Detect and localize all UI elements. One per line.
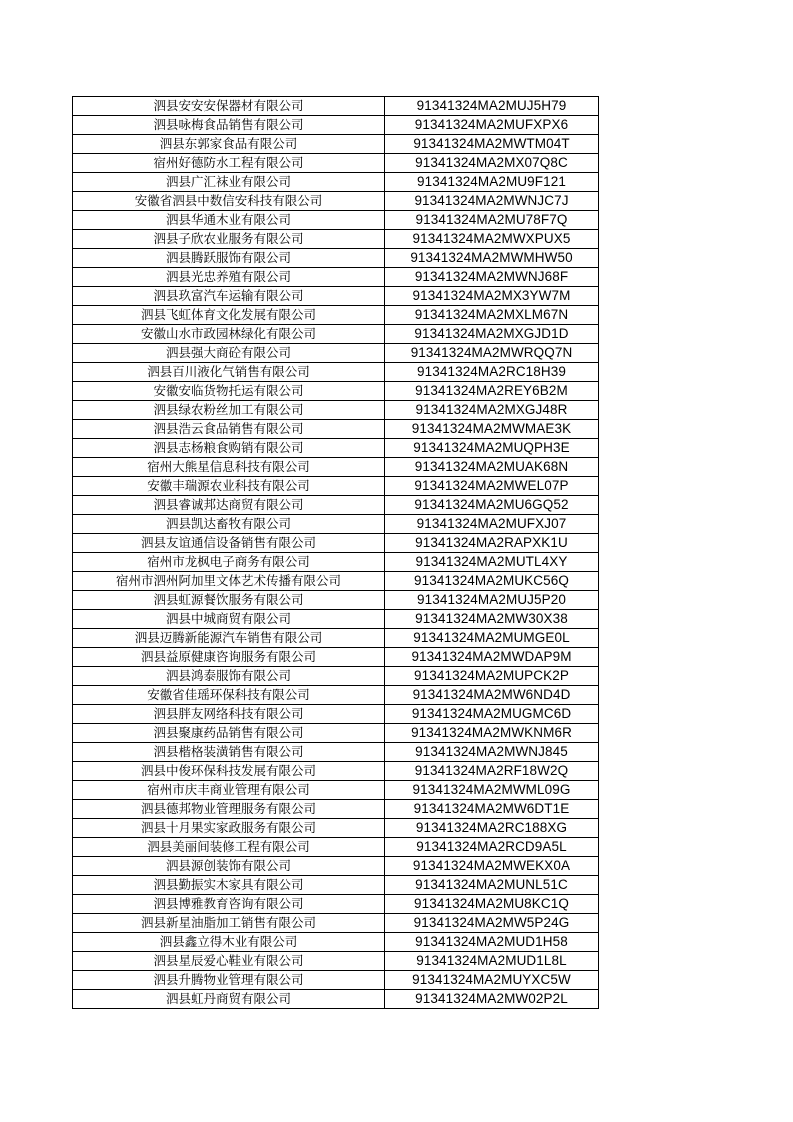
company-name-cell: 安徽安临货物托运有限公司 (73, 382, 385, 401)
company-name-cell: 泗县飞虹体育文化发展有限公司 (73, 306, 385, 325)
company-name-cell: 泗县鑫立得木业有限公司 (73, 933, 385, 952)
credit-code-cell: 91341324MA2RCD9A5L (385, 838, 599, 857)
company-name-cell: 泗县星辰爱心鞋业有限公司 (73, 952, 385, 971)
company-name-cell: 泗县安安安保器材有限公司 (73, 97, 385, 116)
table-row (73, 553, 599, 572)
company-name-cell: 泗县源创装饰有限公司 (73, 857, 385, 876)
spreadsheet-page (72, 96, 599, 1009)
credit-code-cell: 91341324MA2MW6ND4D (385, 686, 599, 705)
table-row (73, 287, 599, 306)
company-name-cell: 泗县绿农粉丝加工有限公司 (73, 401, 385, 420)
credit-code-cell: 91341324MA2MW5P24G (385, 914, 599, 933)
table-row (73, 610, 599, 629)
credit-code-cell: 91341324MA2MU78F7Q (385, 211, 599, 230)
company-name-cell: 泗县睿诚邦达商贸有限公司 (73, 496, 385, 515)
company-name-cell: 安徽省泗县中数信安科技有限公司 (73, 192, 385, 211)
company-name-cell: 宿州大熊星信息科技有限公司 (73, 458, 385, 477)
table-row (73, 249, 599, 268)
credit-code-cell: 91341324MA2RF18W2Q (385, 762, 599, 781)
company-name-cell: 泗县楷格装潢销售有限公司 (73, 743, 385, 762)
table-row (73, 97, 599, 116)
credit-code-cell: 91341324MA2MUFXPX6 (385, 116, 599, 135)
company-name-cell: 泗县益原健康咨询服务有限公司 (73, 648, 385, 667)
company-name-cell: 安徽丰瑞源农业科技有限公司 (73, 477, 385, 496)
company-name-cell: 泗县中俊环保科技发展有限公司 (73, 762, 385, 781)
table-body (73, 97, 599, 1009)
company-name-cell: 泗县中城商贸有限公司 (73, 610, 385, 629)
table-row (73, 648, 599, 667)
company-name-cell: 泗县华通木业有限公司 (73, 211, 385, 230)
credit-code-cell: 91341324MA2MUJ5H79 (385, 97, 599, 116)
credit-code-cell: 91341324MA2MUNL51C (385, 876, 599, 895)
table-row (73, 363, 599, 382)
credit-code-cell: 91341324MA2MUJ5P20 (385, 591, 599, 610)
table-row (73, 477, 599, 496)
table-row (73, 876, 599, 895)
table-row (73, 952, 599, 971)
table-row (73, 382, 599, 401)
credit-code-cell: 91341324MA2MUFXJ07 (385, 515, 599, 534)
table-row (73, 173, 599, 192)
credit-code-cell: 91341324MA2MU6GQ52 (385, 496, 599, 515)
credit-code-cell: 91341324MA2MWNJ845 (385, 743, 599, 762)
table-row (73, 838, 599, 857)
credit-code-cell: 91341324MA2REY6B2M (385, 382, 599, 401)
table-row (73, 515, 599, 534)
table-row (73, 971, 599, 990)
company-name-cell: 泗县德邦物业管理服务有限公司 (73, 800, 385, 819)
credit-code-cell: 91341324MA2MUMGE0L (385, 629, 599, 648)
table-row (73, 572, 599, 591)
company-name-cell: 宿州好德防水工程有限公司 (73, 154, 385, 173)
company-name-cell: 泗县凯达畜牧有限公司 (73, 515, 385, 534)
company-name-cell: 泗县鸿泰服饰有限公司 (73, 667, 385, 686)
company-name-cell: 泗县虹丹商贸有限公司 (73, 990, 385, 1009)
table-row (73, 344, 599, 363)
company-name-cell: 泗县胖友网络科技有限公司 (73, 705, 385, 724)
company-name-cell: 泗县玖富汽车运输有限公司 (73, 287, 385, 306)
company-name-cell: 泗县光忠养殖有限公司 (73, 268, 385, 287)
credit-code-cell: 91341324MA2MWRQQ7N (385, 344, 599, 363)
credit-code-cell: 91341324MA2MUPCK2P (385, 667, 599, 686)
credit-code-cell: 91341324MA2RAPXK1U (385, 534, 599, 553)
credit-code-cell: 91341324MA2MXGJ48R (385, 401, 599, 420)
table-row (73, 743, 599, 762)
company-name-cell: 泗县勤振实木家具有限公司 (73, 876, 385, 895)
company-name-cell: 宿州市庆丰商业管理有限公司 (73, 781, 385, 800)
credit-code-cell: 91341324MA2MUQPH3E (385, 439, 599, 458)
company-name-cell: 泗县升腾物业管理有限公司 (73, 971, 385, 990)
company-name-cell: 泗县强大商砼有限公司 (73, 344, 385, 363)
credit-code-cell: 91341324MA2RC188XG (385, 819, 599, 838)
table-row (73, 325, 599, 344)
company-name-cell: 泗县友谊通信设备销售有限公司 (73, 534, 385, 553)
table-row (73, 420, 599, 439)
company-name-cell: 泗县虹源餐饮服务有限公司 (73, 591, 385, 610)
credit-code-cell: 91341324MA2MWNJC7J (385, 192, 599, 211)
credit-code-cell: 91341324MA2MUTL4XY (385, 553, 599, 572)
credit-code-cell: 91341324MA2MWDAP9M (385, 648, 599, 667)
credit-code-cell: 91341324MA2RC18H39 (385, 363, 599, 382)
table-row (73, 534, 599, 553)
credit-code-cell: 91341324MA2MWTM04T (385, 135, 599, 154)
table-row (73, 933, 599, 952)
table-row (73, 268, 599, 287)
table-row (73, 629, 599, 648)
table-row (73, 401, 599, 420)
company-name-cell: 宿州市泗州阿加里文体艺术传播有限公司 (73, 572, 385, 591)
table-row (73, 458, 599, 477)
credit-code-cell: 91341324MA2MUKC56Q (385, 572, 599, 591)
credit-code-cell: 91341324MA2MW6DT1E (385, 800, 599, 819)
table-row (73, 895, 599, 914)
credit-code-cell: 91341324MA2MWEKX0A (385, 857, 599, 876)
credit-code-cell: 91341324MA2MXLM67N (385, 306, 599, 325)
credit-code-cell: 91341324MA2MW30X38 (385, 610, 599, 629)
table-row (73, 819, 599, 838)
table-row (73, 686, 599, 705)
credit-code-cell: 91341324MA2MWMHW50 (385, 249, 599, 268)
table-row (73, 667, 599, 686)
company-name-cell: 泗县新星油脂加工销售有限公司 (73, 914, 385, 933)
credit-code-cell: 91341324MA2MU9F121 (385, 173, 599, 192)
table-row (73, 762, 599, 781)
table-row (73, 306, 599, 325)
company-name-cell: 安徽省佳瑶环保科技有限公司 (73, 686, 385, 705)
credit-code-cell: 91341324MA2MUD1L8L (385, 952, 599, 971)
credit-code-cell: 91341324MA2MWNJ68F (385, 268, 599, 287)
company-name-cell: 泗县子欣农业服务有限公司 (73, 230, 385, 249)
company-name-cell: 泗县咏梅食品销售有限公司 (73, 116, 385, 135)
company-name-cell: 安徽山水市政园林绿化有限公司 (73, 325, 385, 344)
table-row (73, 857, 599, 876)
credit-code-cell: 91341324MA2MU8KC1Q (385, 895, 599, 914)
credit-code-cell: 91341324MA2MWEL07P (385, 477, 599, 496)
table-row (73, 135, 599, 154)
table-row (73, 781, 599, 800)
table-row (73, 990, 599, 1009)
table-row (73, 230, 599, 249)
company-name-cell: 泗县浩云食品销售有限公司 (73, 420, 385, 439)
table-row (73, 211, 599, 230)
credit-code-cell: 91341324MA2MXGJD1D (385, 325, 599, 344)
company-name-cell: 泗县广汇袜业有限公司 (73, 173, 385, 192)
credit-code-cell: 91341324MA2MW02P2L (385, 990, 599, 1009)
table-row (73, 724, 599, 743)
company-name-cell: 泗县博雅教育咨询有限公司 (73, 895, 385, 914)
table-row (73, 800, 599, 819)
table-row (73, 496, 599, 515)
credit-code-cell: 91341324MA2MUD1H58 (385, 933, 599, 952)
company-name-cell: 泗县聚康药品销售有限公司 (73, 724, 385, 743)
company-name-cell: 宿州市龙枫电子商务有限公司 (73, 553, 385, 572)
credit-code-cell: 91341324MA2MWML09G (385, 781, 599, 800)
company-name-cell: 泗县十月果实家政服务有限公司 (73, 819, 385, 838)
company-registry-table (72, 96, 599, 1009)
company-name-cell: 泗县东郭家食品有限公司 (73, 135, 385, 154)
company-name-cell: 泗县百川液化气销售有限公司 (73, 363, 385, 382)
credit-code-cell: 91341324MA2MUGMC6D (385, 705, 599, 724)
credit-code-cell: 91341324MA2MX3YW7M (385, 287, 599, 306)
table-row (73, 705, 599, 724)
company-name-cell: 泗县腾跃服饰有限公司 (73, 249, 385, 268)
table-row (73, 439, 599, 458)
company-name-cell: 泗县美丽间装修工程有限公司 (73, 838, 385, 857)
table-row (73, 914, 599, 933)
table-row (73, 192, 599, 211)
credit-code-cell: 91341324MA2MX07Q8C (385, 154, 599, 173)
credit-code-cell: 91341324MA2MWKNM6R (385, 724, 599, 743)
company-name-cell: 泗县迈腾新能源汽车销售有限公司 (73, 629, 385, 648)
table-row (73, 591, 599, 610)
company-name-cell: 泗县志杨粮食购销有限公司 (73, 439, 385, 458)
credit-code-cell: 91341324MA2MWMAE3K (385, 420, 599, 439)
credit-code-cell: 91341324MA2MUAK68N (385, 458, 599, 477)
credit-code-cell: 91341324MA2MUYXC5W (385, 971, 599, 990)
credit-code-cell: 91341324MA2MWXPUX5 (385, 230, 599, 249)
table-row (73, 116, 599, 135)
table-row (73, 154, 599, 173)
